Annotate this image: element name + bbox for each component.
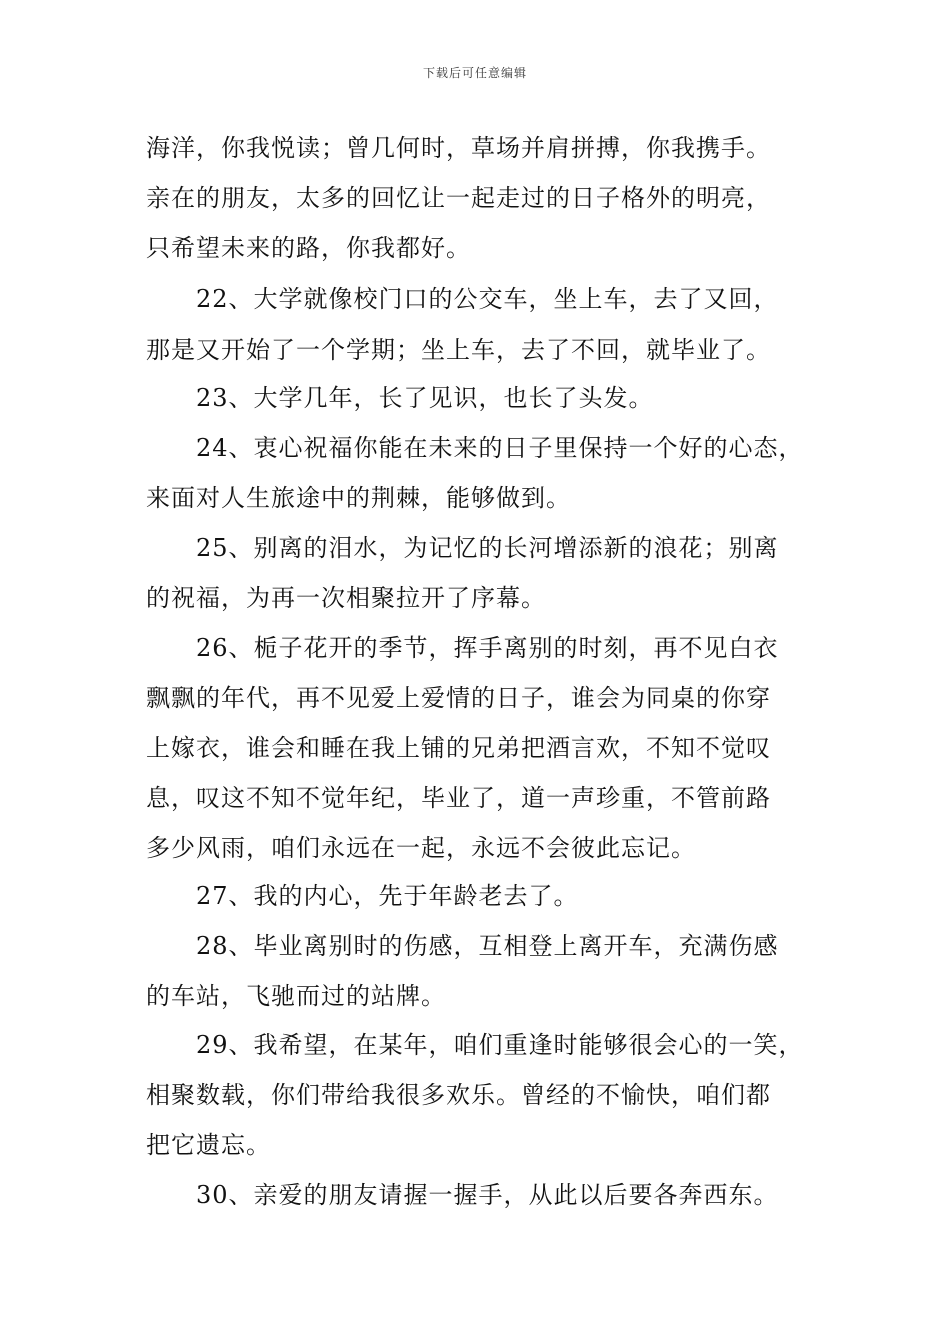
- text-line: 上嫁衣，谁会和睡在我上铺的兄弟把酒言欢，不知不觉叹: [146, 734, 771, 762]
- text-line: 只希望未来的路，你我都好。: [146, 234, 471, 262]
- text-line: 25、别离的泪水，为记忆的长河增添新的浪花；别离: [196, 534, 779, 562]
- text-line: 的车站，飞驰而过的站牌。: [146, 982, 446, 1010]
- text-line: 24、衷心祝福你能在未来的日子里保持一个好的心态，: [196, 434, 804, 462]
- text-line: 26、栀子花开的季节，挥手离别的时刻，再不见白衣: [196, 634, 779, 662]
- text-line: 把它遗忘。: [146, 1131, 271, 1159]
- text-line: 相聚数载，你们带给我很多欢乐。曾经的不愉快，咱们都: [146, 1081, 771, 1109]
- text-line: 息，叹这不知不觉年纪，毕业了，道一声珍重，不管前路: [146, 784, 771, 812]
- page-header: 下载后可任意编辑: [422, 66, 527, 80]
- text-line: 23、大学几年，长了见识，也长了头发。: [196, 384, 654, 412]
- text-line: 多少风雨，咱们永远在一起，永远不会彼此忘记。: [146, 834, 696, 862]
- text-line: 的祝福，为再一次相聚拉开了序幕。: [146, 584, 546, 612]
- text-line: 29、我希望，在某年，咱们重逢时能够很会心的一笑，: [196, 1031, 804, 1059]
- text-line: 那是又开始了一个学期；坐上车，去了不回，就毕业了。: [146, 336, 771, 364]
- text-line: 海洋，你我悦读；曾几何时，草场并肩拼搏，你我携手。: [146, 134, 771, 162]
- text-line: 22、大学就像校门口的公交车，坐上车，去了又回，: [196, 285, 779, 313]
- text-line: 来面对人生旅途中的荆棘，能够做到。: [146, 484, 571, 512]
- text-line: 27、我的内心，先于年龄老去了。: [196, 882, 579, 910]
- text-line: 28、毕业离别时的伤感，互相登上离开车，充满伤感: [196, 932, 779, 960]
- text-line: 飘飘的年代，再不见爱上爱情的日子，谁会为同桌的你穿: [146, 684, 771, 712]
- text-line: 30、亲爱的朋友请握一握手，从此以后要各奔西东。: [196, 1181, 779, 1209]
- text-line: 亲在的朋友，太多的回忆让一起走过的日子格外的明亮，: [146, 184, 771, 212]
